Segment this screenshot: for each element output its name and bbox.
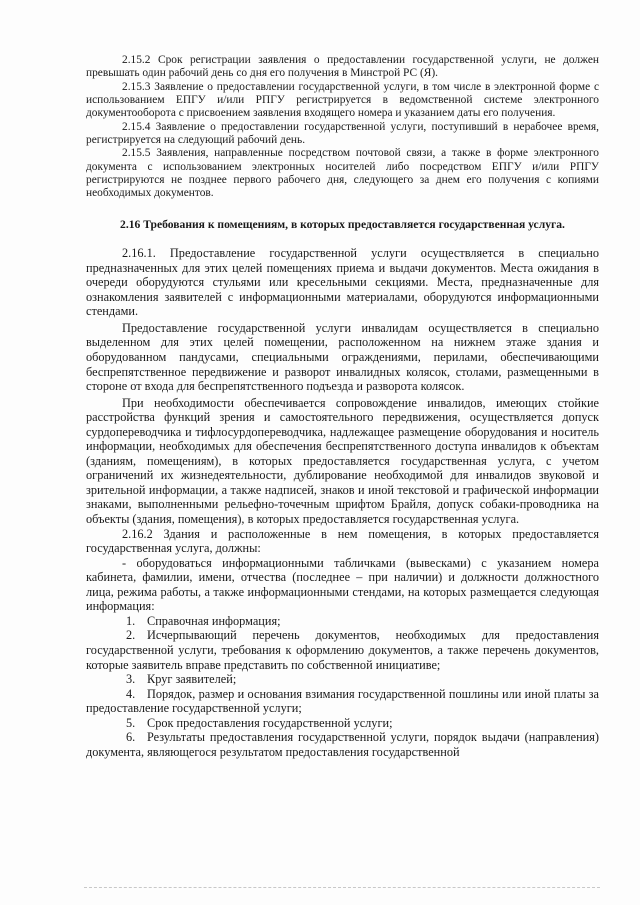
list-item	[86, 628, 599, 672]
paragraph-2-15-4: 2.15.4 Заявление о предоставлении государственной услуги, поступивший в нерабочее время, регистрируется на следующий рабочий день.	[86, 120, 599, 147]
paragraph-info-signs: - оборудоваться информационными табличками (вывесками) с указанием номера кабинета, фамилии, имени, отчества (последнее – при наличии) и должности должностного лица, режима работы, а также информационными стендами, на которых размещается следующая информация:	[86, 555, 599, 614]
list-item-text: Исчерпывающий перечень документов, необходимых для предоставления государственной услуги, требования к оформлению документов, а также перечень документов, которые заявитель вправе представить по собственной инициативе;	[86, 628, 599, 672]
list-item-text: Срок предоставления государственной услуги;	[147, 715, 393, 730]
paragraph-disabled-assistance: При необходимости обеспечивается сопровождение инвалидов, имеющих стойкие расстройства функций зрения и самостоятельного передвижения, осуществляется допуск сурдопереводчика и тифлосурдопереводчика, надлежащее размещение оборудования и носитель информации, необходимых для обеспечения беспрепятственного доступа инвалидов к объектам (зданиям, помещениям), в которых предоставляется государственная услуга, с учетом ограничений их жизнедеятельности, дублирование необходимой для инвалидов звуковой и зрительной информации, а также надписей, знаков и иной текстовой и графической информации знаками, выполненными рельефно-точечным шрифтом Брайля, допуск собаки-проводника на объекты (здания, помещения), в которых предоставляется государственная услуга.	[86, 395, 599, 527]
list-item	[86, 716, 599, 731]
list-item	[86, 687, 599, 716]
paragraph-2-16-2: 2.16.2 Здания и расположенные в нем помещения, в которых предоставляется государственная услуга, должны:	[86, 526, 599, 556]
section-heading-2-16: 2.16 Требования к помещениям, в которых предоставляется государственная услуга.	[120, 217, 565, 231]
list-item	[86, 672, 599, 687]
document-body	[86, 54, 599, 759]
list-item-number: 2.	[126, 628, 136, 643]
paragraph-accessibility: Предоставление государственной услуги инвалидам осуществляется в специально выделенном для этих целей помещении, расположенном на нижнем этаже здания и оборудованном пандусами, специальными ограждениями, перилами, обеспечивающими беспрепятственное передвижение и разворот инвалидных колясок, столами, размещенными в стороне от входа для беспрепятственного подъезда и разворота колясок.	[86, 320, 599, 394]
list-item	[86, 730, 599, 759]
info-list	[86, 614, 599, 759]
list-item-number: 4.	[126, 686, 136, 701]
paragraph-2-15-5: 2.15.5 Заявления, направленные посредством почтовой связи, а также в форме электронного документа с использованием электронных носителей либо посредством ЕПГУ и/или РПГУ регистрируются не позднее первого рабочего дня, следующего за днем его получения с копиями необходимых документов.	[86, 147, 599, 200]
list-item-text: Справочная информация;	[147, 613, 281, 628]
list-item-number: 6.	[126, 730, 136, 745]
list-item-text: Порядок, размер и основания взимания государственной пошлины или иной платы за предоставление государственной услуги;	[86, 686, 599, 716]
list-item-text: Круг заявителей;	[147, 672, 237, 687]
paragraph-2-16-1: 2.16.1. Предоставление государственной услуги осуществляется в специально предназначенных для этих целей помещениях приема и выдачи документов. Места ожидания в очереди оборудуются стульями или кресельными секциями. Места, предназначенные для ознакомления заявителей с информационными материалами, оборудуются информационными стендами.	[86, 246, 599, 319]
section-2-16-body	[86, 246, 599, 759]
list-item-number: 3.	[126, 672, 136, 687]
list-item-number: 1.	[126, 613, 136, 628]
list-item-number: 5.	[126, 715, 136, 730]
paragraph-2-15-2: 2.15.2 Срок регистрации заявления о предоставлении государственной услуги, не должен превышать один рабочий день со дня его получения в Минстрой РС (Я).	[86, 54, 599, 80]
paragraph-2-15-3: 2.15.3 Заявление о предоставлении государственной услуги, в том числе в электронной форме с использованием ЕПГУ и/или РПГУ регистрируется в ведомственной системе электронного документооборота с присвоением заявления входящего номера и указанием даты его получения.	[86, 80, 599, 120]
list-item	[86, 614, 599, 629]
list-item-text: Результаты предоставления государственной услуги, порядок выдачи (направления) документа, являющегося результатом предоставления государственной	[86, 730, 599, 759]
footer-dashed-divider	[84, 887, 600, 888]
